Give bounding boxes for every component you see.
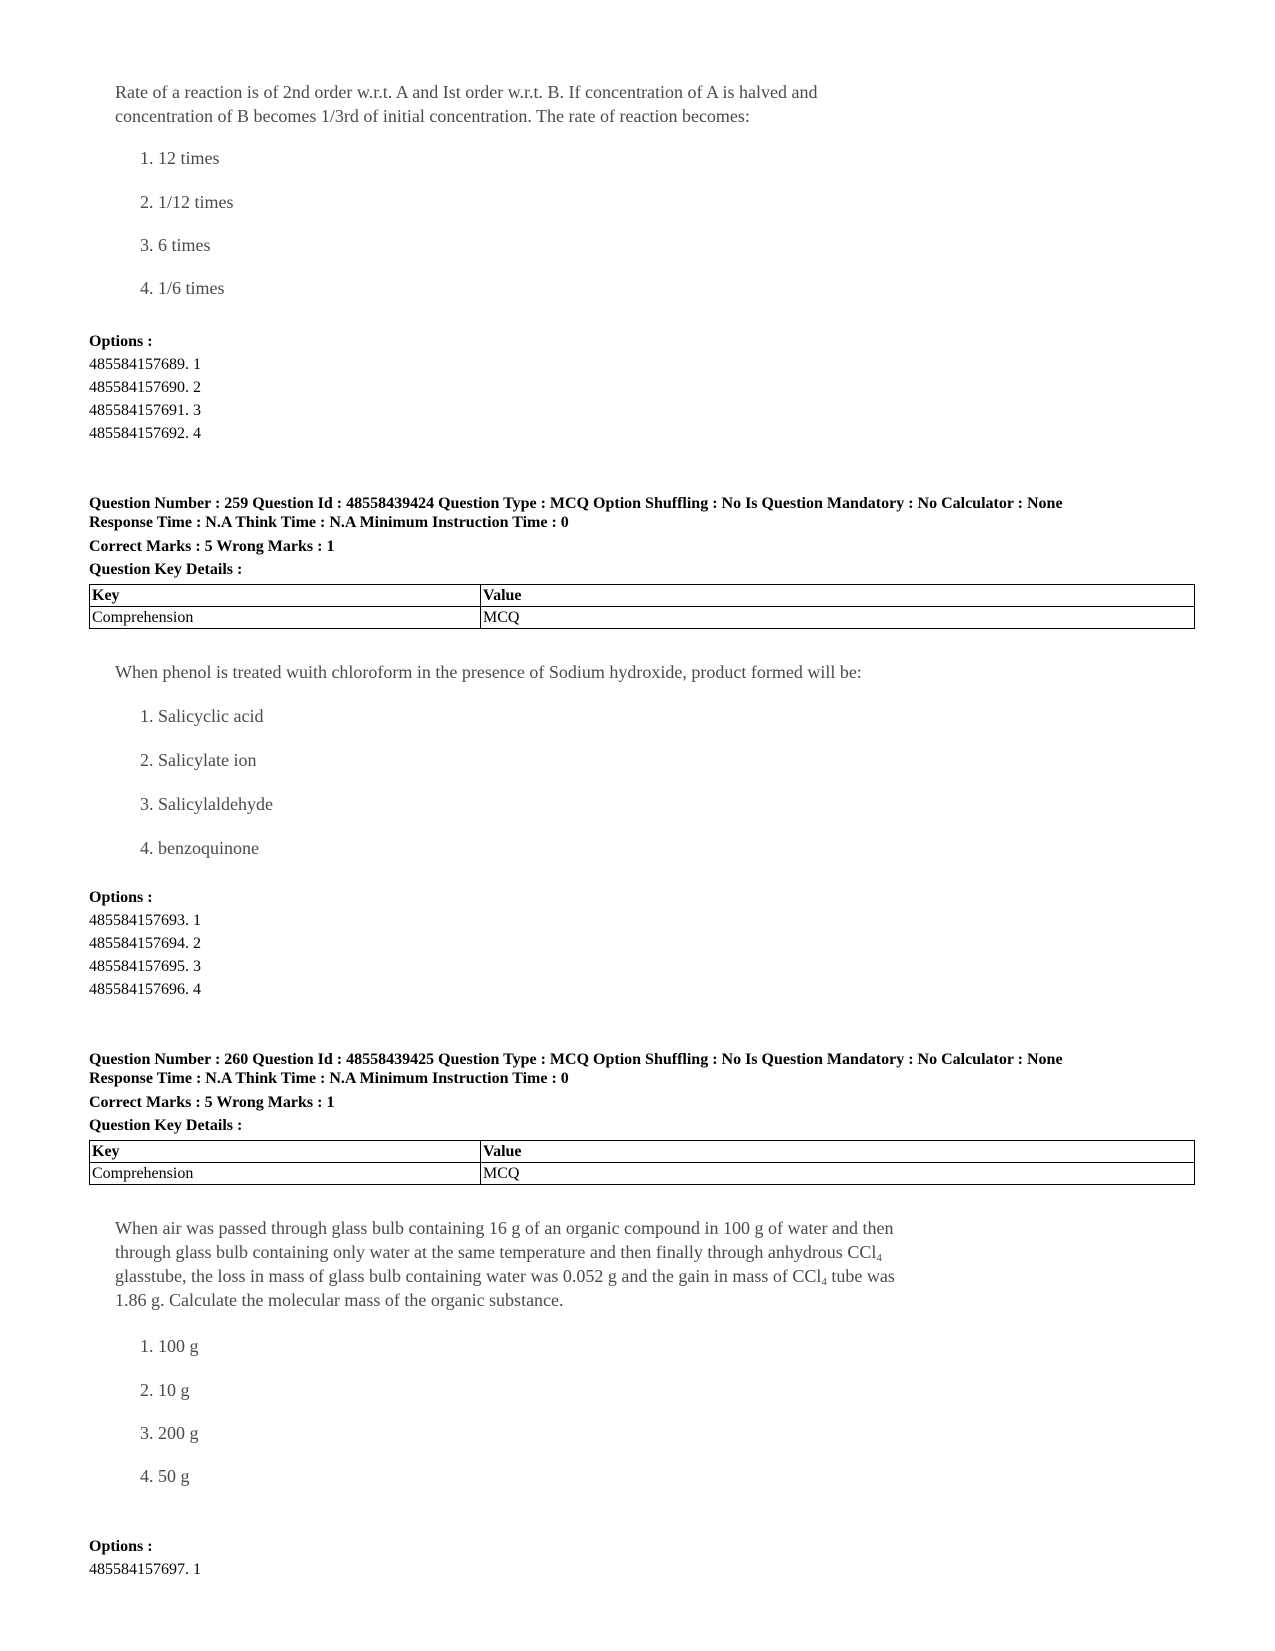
option-id: 485584157696. 4 [89, 981, 201, 998]
question-key-table [89, 1140, 1195, 1185]
options-label: Options : [89, 889, 153, 906]
question-option: 2. Salicylate ion [140, 750, 257, 770]
question-image-258 [115, 80, 1015, 310]
option-id: 485584157695. 3 [89, 958, 201, 975]
question-meta-line-1: Question Number : 259 Question Id : 48558439424 Question Type : MCQ Option Shuffling : No Is Question Mandatory : No Calculator : None [89, 495, 1063, 512]
option-id: 485584157689. 1 [89, 356, 201, 373]
question-image-259 [115, 660, 1015, 860]
options-label: Options : [89, 333, 153, 350]
table-cell: Key [90, 585, 481, 607]
table-cell: MCQ [481, 607, 1195, 629]
table-cell: Key [90, 1141, 481, 1163]
option-id: 485584157697. 1 [89, 1561, 201, 1578]
option-id: 485584157691. 3 [89, 402, 201, 419]
table-cell: Comprehension [90, 607, 481, 629]
marks-line: Correct Marks : 5 Wrong Marks : 1 [89, 1094, 335, 1111]
question-image-260 [115, 1216, 1035, 1516]
question-key-label: Question Key Details : [89, 1117, 243, 1134]
question-key-table [89, 584, 1195, 629]
option-id: 485584157690. 2 [89, 379, 201, 396]
table-header-row [90, 1141, 1195, 1163]
option-id: 485584157694. 2 [89, 935, 201, 952]
table-row [90, 1163, 1195, 1185]
question-option: 4. 50 g [140, 1466, 190, 1486]
question-option: 1. 12 times [140, 148, 220, 168]
option-id: 485584157693. 1 [89, 912, 201, 929]
question-stem: Rate of a reaction is of 2nd order w.r.t. A and Ist order w.r.t. B. If concentration of A is halved and concentration of B becomes 1/3rd of initial concentration. The rate of reaction becomes: [115, 82, 818, 126]
question-stem: When air was passed through glass bulb containing 16 g of an organic compound in 100 g of water and then through glass bulb containing only water at the same temperature and then finally through anhydrous CCl$_4$ glasstube, the loss in mass of glass bulb containing water was 0.052 g and the gain in mass of CCl$_4$ tube was 1.86 g. Calculate the molecular mass of the organic substance. [115, 1218, 895, 1310]
question-option: 3. 200 g [140, 1423, 199, 1443]
table-header-row [90, 585, 1195, 607]
question-option: 2. 1/12 times [140, 192, 234, 212]
question-meta-line-2: Response Time : N.A Think Time : N.A Minimum Instruction Time : 0 [89, 1070, 569, 1087]
question-key-label: Question Key Details : [89, 561, 243, 578]
question-option: 3. Salicylaldehyde [140, 794, 273, 814]
question-option: 4. 1/6 times [140, 278, 225, 298]
option-id: 485584157692. 4 [89, 425, 201, 442]
table-cell: MCQ [481, 1163, 1195, 1185]
options-label: Options : [89, 1538, 153, 1555]
marks-line: Correct Marks : 5 Wrong Marks : 1 [89, 538, 335, 555]
question-option: 1. 100 g [140, 1336, 199, 1356]
table-row [90, 607, 1195, 629]
table-cell: Value [481, 1141, 1195, 1163]
question-stem: When phenol is treated wuith chloroform in the presence of Sodium hydroxide, product formed will be: [115, 662, 862, 682]
table-cell: Comprehension [90, 1163, 481, 1185]
question-meta-line-1: Question Number : 260 Question Id : 48558439425 Question Type : MCQ Option Shuffling : No Is Question Mandatory : No Calculator : None [89, 1051, 1063, 1068]
question-option: 3. 6 times [140, 235, 211, 255]
question-meta-line-2: Response Time : N.A Think Time : N.A Minimum Instruction Time : 0 [89, 514, 569, 531]
question-option: 2. 10 g [140, 1380, 190, 1400]
question-option: 4. benzoquinone [140, 838, 259, 858]
question-option: 1. Salicyclic acid [140, 706, 264, 726]
table-cell: Value [481, 585, 1195, 607]
